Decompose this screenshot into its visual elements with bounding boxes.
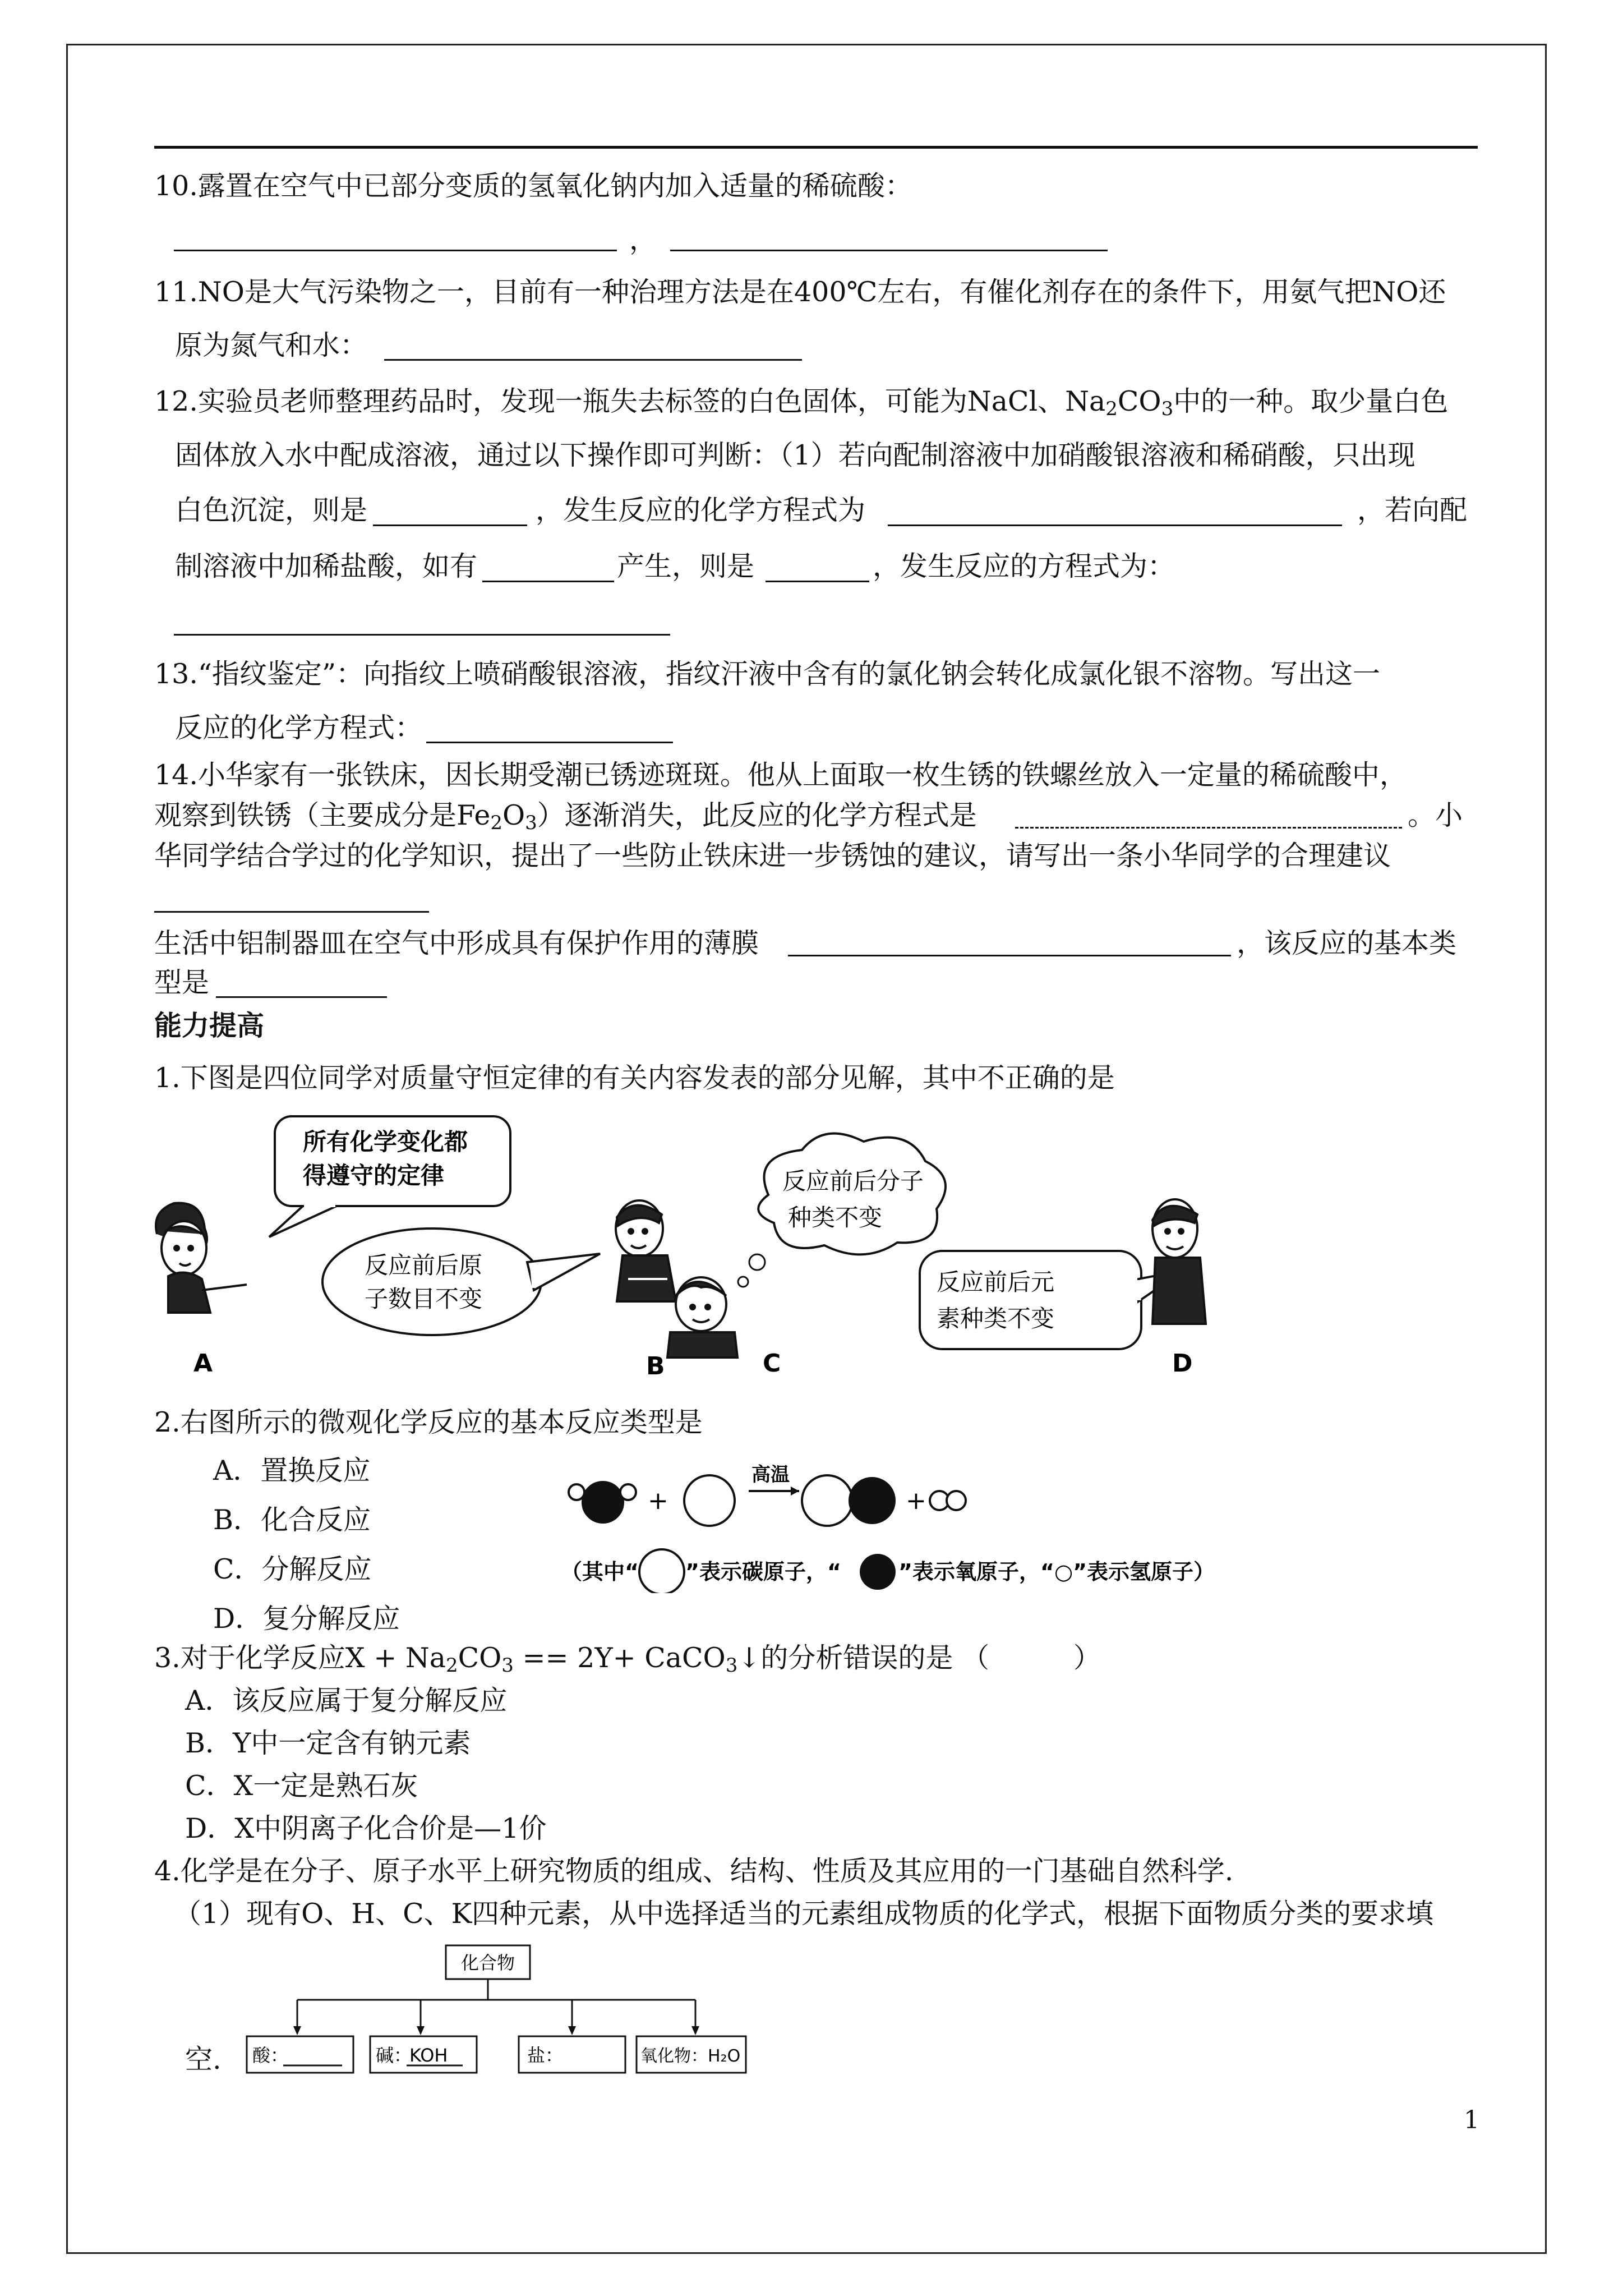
q14-line5: 型是 <box>154 967 210 999</box>
bubble-a-text1: 所有化学变化都 <box>303 1128 468 1156</box>
base-label: 碱： <box>376 2045 412 2066</box>
q14-line4b: ，该反应的基本类 <box>1237 927 1457 959</box>
reaction-condition: 高温 <box>751 1464 790 1486</box>
bubble-c-text2: 种类不变 <box>788 1204 883 1231</box>
q12-line3a: 白色沉淀，则是 <box>175 494 368 526</box>
q11-blank[interactable] <box>384 359 802 361</box>
bubble-b <box>322 1228 600 1335</box>
q12-line4b: 产生，则是 <box>617 550 755 582</box>
oxygen-atom-icon <box>850 1478 895 1523</box>
q10-separator: ， <box>629 224 657 256</box>
q11-line2: 原为氮气和水： <box>175 329 368 361</box>
q12-blank-3[interactable] <box>482 581 614 582</box>
p3-option-d[interactable]: D．X中阴离子化合价是—1价 <box>185 1812 547 1844</box>
q13-line1: 13.“指纹鉴定”：向指纹上喷硝酸银溶液，指纹汗液中含有的氯化钠会转化成氯化银不溶物。写出这一 <box>154 658 1381 690</box>
oxide-label: 氧化物：H₂O <box>640 2046 741 2066</box>
q14-line4a: 生活中铝制器皿在空气中形成具有保护作用的薄膜 <box>154 927 759 959</box>
carbon-legend-icon <box>639 1549 684 1593</box>
legend-part-a: （其中“ <box>561 1559 639 1584</box>
plus-sign-1: + <box>648 1487 668 1515</box>
q14-line2: 观察到铁锈（主要成分是$Fe_2O_3$）逐渐消失，此反应的化学方程式是 <box>154 799 977 834</box>
bubble-a-text2: 得遵守的定律 <box>303 1162 445 1189</box>
legend-part-c: ”表示氧原子，“○”表示氢原子） <box>898 1559 1215 1584</box>
p3-option-b[interactable]: B．Y中一定含有钠元素 <box>185 1727 471 1759</box>
person-d-icon <box>1152 1199 1206 1324</box>
bubble-c <box>738 1134 946 1287</box>
q13-line2: 反应的化学方程式： <box>175 712 423 744</box>
q12-line3c: ，若向配 <box>1357 494 1468 526</box>
base-answer: KOH <box>409 2045 448 2066</box>
person-b-icon <box>616 1200 676 1301</box>
q14-line3: 华同学结合学过的化学知识，提出了一些防止铁床进一步锈蚀的建议，请写出一条小华同学的合理建议 <box>154 840 1391 872</box>
p2-question: 2.右图所示的微观化学反应的基本反应类型是 <box>154 1406 703 1438</box>
bubble-d-text2: 素种类不变 <box>937 1305 1055 1332</box>
q12-line4c: ，发生反应的方程式为： <box>873 550 1175 582</box>
person-c-icon <box>667 1277 737 1358</box>
oxygen-atom-icon <box>583 1482 623 1522</box>
hydrogen-atom-icon <box>947 1491 966 1510</box>
bubble-b-text1: 反应前后原 <box>365 1251 483 1279</box>
p4-tail: 空. <box>185 2044 222 2076</box>
p4-question: 4.化学是在分子、原子水平上研究物质的组成、结构、性质及其应用的一门基础自然科学. <box>154 1855 1234 1887</box>
q11-line1: 11.NO是大气污染物之一，目前有一种治理方法是在400℃左右，有催化剂存在的条件下，用氨气把NO还 <box>154 276 1446 308</box>
q12-blank-1[interactable] <box>373 524 527 526</box>
bubble-b-text2: 子数目不变 <box>365 1285 483 1313</box>
p2-reaction-diagram <box>561 1453 1267 1593</box>
label-d: D <box>1172 1349 1193 1378</box>
q14-line1: 14.小华家有一张铁床，因长期受潮已锈迹斑斑。他从上面取一枚生锈的铁螺丝放入一定量的稀硫酸中， <box>154 759 1407 791</box>
legend-part-b: ”表示碳原子，“ <box>685 1559 841 1584</box>
bubble-c-text1: 反应前后分子 <box>782 1167 924 1195</box>
q12-blank-4[interactable] <box>766 581 869 582</box>
q13-blank[interactable] <box>426 742 673 743</box>
hydrogen-atom-icon <box>620 1484 636 1500</box>
q12-line3b: ，发生反应的化学方程式为 <box>536 494 866 526</box>
oxygen-legend-icon <box>860 1554 896 1590</box>
section-title: 能力提高 <box>154 1009 265 1042</box>
carbon-atom-icon <box>684 1475 735 1526</box>
q14-blank-2[interactable] <box>154 911 429 913</box>
q14-blank-3[interactable] <box>788 955 1231 956</box>
p3-question: 3.对于化学反应$X + Na_2CO_3 == 2Y+$ CaCO$_3$↓的分析错误的是 （ ） <box>154 1642 1101 1677</box>
p2-option-a[interactable]: A．置换反应 <box>213 1455 371 1487</box>
q10-blank-2[interactable] <box>670 250 1108 251</box>
label-a: A <box>193 1349 213 1378</box>
carbon-atom-icon <box>802 1475 852 1526</box>
page-number: 1 <box>1464 2106 1479 2134</box>
p2-option-c[interactable]: C．分解反应 <box>213 1553 372 1585</box>
hydrogen-atom-icon <box>569 1484 584 1500</box>
q14-blank-4[interactable] <box>216 996 387 998</box>
label-c: C <box>763 1349 781 1378</box>
q14-line2-end: 。小 <box>1408 799 1463 831</box>
p1-illustration <box>135 1111 1256 1380</box>
q12-line1: 12.实验员老师整理药品时，发现一瓶失去标签的白色固体，可能为NaCl、$Na_2CO_3$中的一种。取少量白色 <box>154 385 1449 420</box>
bubble-d <box>920 1251 1183 1349</box>
q14-blank-1[interactable] <box>1015 827 1402 829</box>
q10-text: 10.露置在空气中已部分变质的氢氧化钠内加入适量的稀硫酸： <box>154 170 912 202</box>
classification-tree <box>236 1941 751 2076</box>
p4-line2: （1）现有O、H、C、K四种元素，从中选择适当的元素组成物质的化学式，根据下面物质分类的要求填 <box>174 1898 1434 1930</box>
p2-option-b[interactable]: B．化合反应 <box>213 1504 371 1536</box>
bubble-a <box>269 1116 510 1237</box>
p1-question: 1.下图是四位同学对质量守恒定律的有关内容发表的部分见解，其中不正确的是 <box>154 1062 1115 1094</box>
p3-option-c[interactable]: C．X一定是熟石灰 <box>185 1770 418 1802</box>
header-rule <box>154 146 1478 149</box>
bubble-d-text1: 反应前后元 <box>937 1268 1055 1296</box>
plus-sign-2: + <box>906 1487 926 1515</box>
p3-option-a[interactable]: A．该反应属于复分解反应 <box>185 1685 508 1717</box>
q12-line2: 固体放入水中配成溶液，通过以下操作即可判断：（1）若向配制溶液中加硝酸银溶液和稀硝酸，只出现 <box>175 439 1415 471</box>
q12-blank-2[interactable] <box>888 524 1342 526</box>
q10-blank-1[interactable] <box>174 250 617 251</box>
acid-label: 酸： <box>252 2045 289 2066</box>
q12-blank-5[interactable] <box>174 634 670 636</box>
salt-label: 盐： <box>527 2045 564 2066</box>
p2-option-d[interactable]: D．复分解反应 <box>213 1603 400 1635</box>
label-b: B <box>646 1352 665 1380</box>
tree-root-label: 化合物 <box>460 1952 515 1973</box>
q12-line4a: 制溶液中加稀盐酸，如有 <box>175 550 478 582</box>
person-a-icon <box>156 1203 247 1313</box>
